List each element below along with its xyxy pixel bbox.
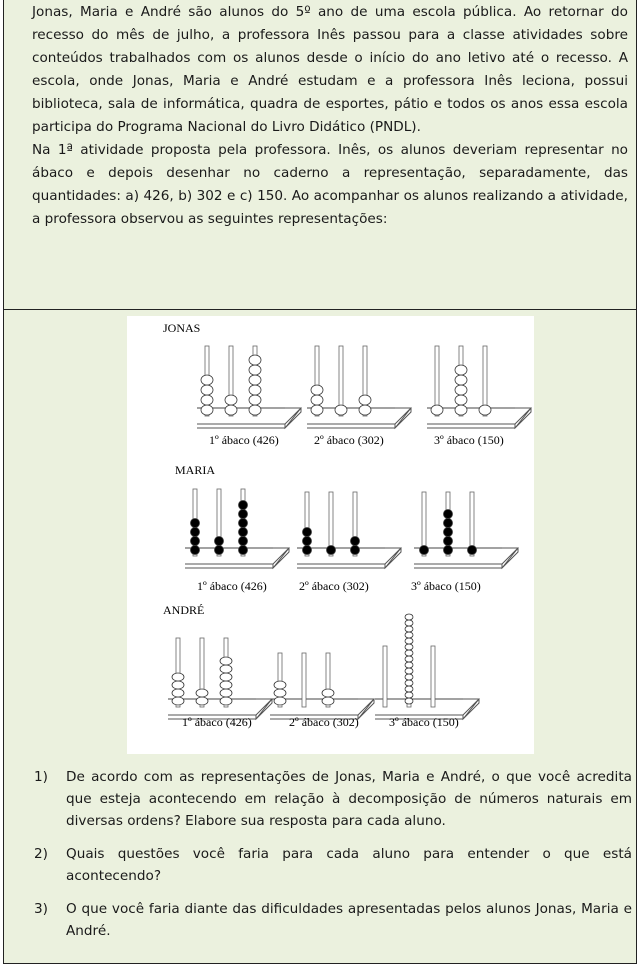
abacus-bead (468, 546, 477, 555)
abacus-bead (351, 537, 360, 546)
abacus-bead (239, 546, 248, 555)
abacus-rod (383, 646, 387, 707)
abacus-bead (405, 614, 413, 620)
question-number: 2) (34, 846, 48, 862)
abacus-bead (201, 395, 213, 405)
abacus-bead (191, 519, 200, 528)
abacus-bead (327, 546, 336, 555)
activity-box (3, 309, 637, 964)
abacus-bead (239, 510, 248, 519)
abacus-bead (405, 698, 413, 704)
abacus-bead (239, 537, 248, 546)
abacus-bead (201, 405, 213, 415)
abacus-bead (405, 674, 413, 680)
abacus-bead (322, 697, 334, 705)
abacus-bead (311, 405, 323, 415)
abacus-bead (405, 680, 413, 686)
abacus-bead (444, 546, 453, 555)
abacus-bead (405, 644, 413, 650)
abacus-bead (359, 405, 371, 415)
context-paragraph-1: Jonas, Maria e André são alunos do 5º ano de uma escola pública. Ao retornar do recesso do mês de julho, a professora Inês passou para a classe atividades sobre conteúdos trabalhados com os alunos desde o início do ano letivo até o recesso. A escola, onde Jonas, Maria e André estudam e a professora Inês leciona, possui biblioteca, sala de informática, quadra de esportes, pátio e todos os anos essa escola participa do Programa Nacional do Livro Didático (PNDL). (32, 4, 628, 135)
abacus-bead (455, 365, 467, 375)
abacus-figure (127, 316, 534, 754)
abacus-bead (172, 689, 184, 697)
abacus-bead (479, 405, 491, 415)
abacus-bead (455, 385, 467, 395)
abacus-bead (405, 686, 413, 692)
abacus-bead (249, 385, 261, 395)
abacus-bead (191, 528, 200, 537)
abacus-bead (225, 395, 237, 405)
abacus-bead (249, 375, 261, 385)
abacus-bead (455, 405, 467, 415)
abacus-bead (239, 519, 248, 528)
abacus-board (414, 548, 518, 568)
abacus-bead (274, 697, 286, 705)
abacus-bead (405, 656, 413, 662)
abacus-caption: 3º ábaco (150) (434, 433, 504, 447)
student-name-label: ANDRÉ (163, 603, 205, 617)
abacus-bead (215, 537, 224, 546)
abacus-bead (191, 546, 200, 555)
question-item (34, 898, 632, 942)
abacus-bead (191, 537, 200, 546)
abacus-bead (405, 668, 413, 674)
abacus-bead (405, 692, 413, 698)
abacus-bead (359, 395, 371, 405)
abacus-bead (303, 537, 312, 546)
abacus-bead (239, 501, 248, 510)
abacus-bead (196, 697, 208, 705)
abacus-bead (405, 662, 413, 668)
abacus-bead (220, 665, 232, 673)
abacus-caption: 3º ábaco (150) (411, 579, 481, 593)
abacus-bead (455, 395, 467, 405)
question-text: O que você faria diante das dificuldades apresentadas pelos alunos Jonas, Maria e André. (66, 901, 632, 939)
question-number: 1) (34, 769, 48, 785)
abacus-bead (420, 546, 429, 555)
abacus-bead (196, 689, 208, 697)
abacus-rod (431, 646, 435, 707)
abacus-caption: 1º ábaco (426) (182, 715, 252, 729)
abacus-bead (444, 510, 453, 519)
abacus-board (185, 548, 289, 568)
abacus-bead (220, 697, 232, 705)
student-name-label: JONAS (163, 321, 201, 335)
abacus-caption: 3º ábaco (150) (389, 715, 459, 729)
student-name-label: MARIA (175, 463, 216, 477)
question-text: De acordo com as representações de Jonas, Maria e André, o que você acredita que esteja acontecendo em relação à decomposição de números naturais em diversas ordens? Elabore sua resposta para cada aluno. (66, 769, 632, 829)
abacus-bead (311, 395, 323, 405)
abacus-bead (239, 528, 248, 537)
context-box (3, 0, 637, 310)
abacus-board (297, 548, 401, 568)
abacus-caption: 1º ábaco (426) (209, 433, 279, 447)
question-text: Quais questões você faria para cada aluno para entender o que está acontecendo? (66, 846, 632, 884)
abacus-bead (172, 681, 184, 689)
abacus-bead (172, 697, 184, 705)
abacus-drawings (127, 316, 534, 754)
abacus-bead (215, 546, 224, 555)
abacus-bead (322, 689, 334, 697)
abacus-bead (444, 528, 453, 537)
abacus-bead (431, 405, 443, 415)
abacus-bead (444, 519, 453, 528)
question-item (34, 766, 632, 832)
abacus-bead (220, 657, 232, 665)
abacus-bead (225, 405, 237, 415)
question-list (34, 766, 632, 953)
abacus-bead (335, 405, 347, 415)
abacus-caption: 1º ábaco (426) (197, 579, 267, 593)
abacus-bead (303, 528, 312, 537)
abacus-caption: 2º ábaco (302) (299, 579, 369, 593)
abacus-bead (351, 546, 360, 555)
abacus-bead (405, 638, 413, 644)
abacus-bead (405, 650, 413, 656)
abacus-bead (220, 673, 232, 681)
abacus-bead (405, 626, 413, 632)
abacus-bead (220, 689, 232, 697)
abacus-bead (201, 385, 213, 395)
abacus-bead (455, 375, 467, 385)
abacus-bead (249, 355, 261, 365)
context-paragraph-2: Na 1ª atividade proposta pela professora. Inês, os alunos deveriam representar no ábaco e depois desenhar no caderno a representação, separadamente, das quantidades: a) 426, b) 302 e c) 150. Ao acompanhar os alunos realizando a atividade, a professora observou as seguintes representações: (32, 142, 628, 227)
question-number: 3) (34, 901, 48, 917)
abacus-bead (274, 681, 286, 689)
abacus-bead (311, 385, 323, 395)
abacus-bead (249, 405, 261, 415)
abacus-bead (249, 365, 261, 375)
abacus-bead (172, 673, 184, 681)
question-item (34, 843, 632, 887)
abacus-caption: 2º ábaco (302) (289, 715, 359, 729)
abacus-rod (302, 653, 306, 707)
abacus-bead (303, 546, 312, 555)
abacus-bead (405, 620, 413, 626)
abacus-bead (201, 375, 213, 385)
abacus-caption: 2º ábaco (302) (314, 433, 384, 447)
abacus-bead (220, 681, 232, 689)
abacus-bead (249, 395, 261, 405)
abacus-bead (444, 537, 453, 546)
abacus-bead (274, 689, 286, 697)
abacus-bead (405, 632, 413, 638)
